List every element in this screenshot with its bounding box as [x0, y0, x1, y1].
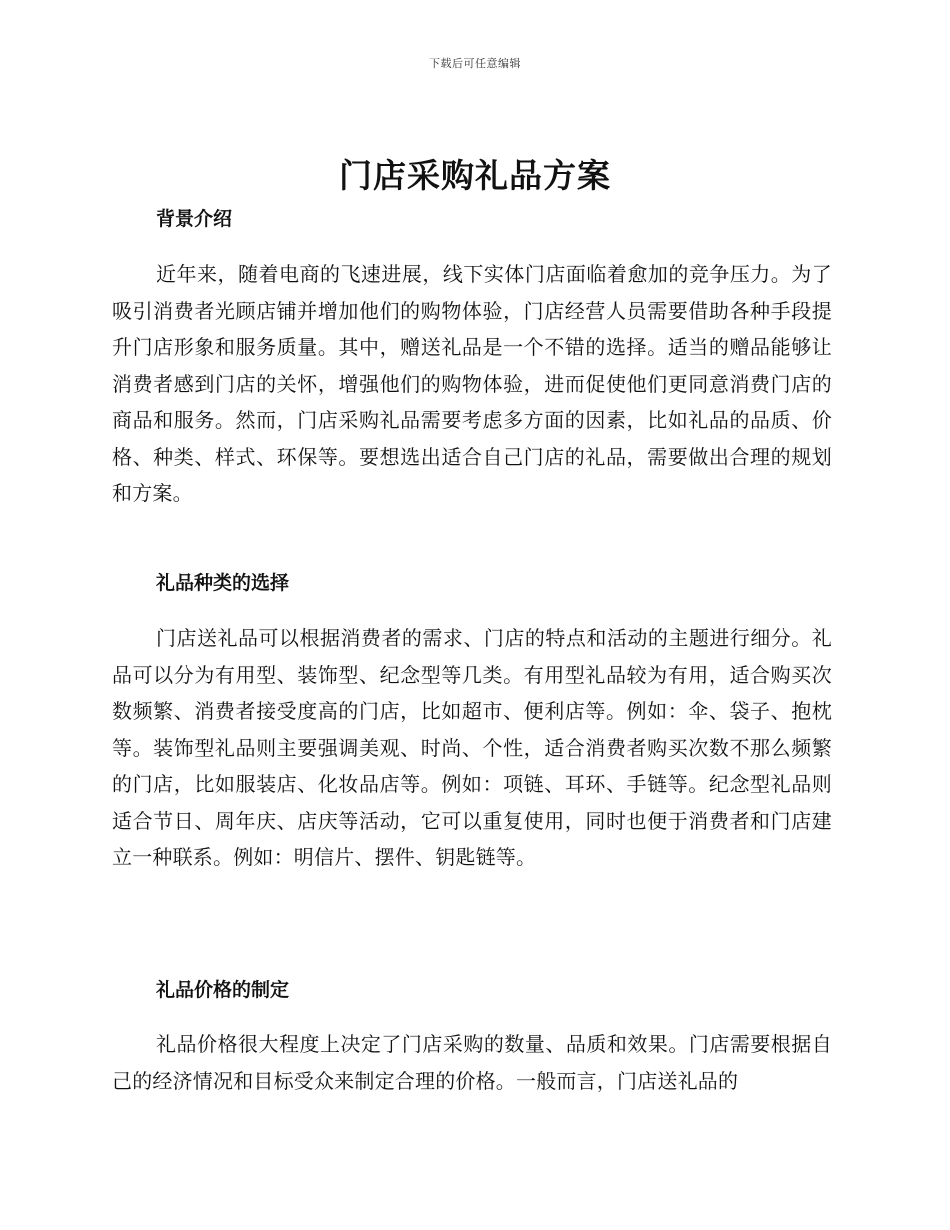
page-title: 门店采购礼品方案	[339, 156, 611, 195]
section-gift-pricing-body	[112, 1026, 832, 1099]
section-heading: 背景介绍	[156, 208, 233, 230]
section-gift-pricing	[112, 975, 832, 1005]
section-background	[112, 204, 832, 234]
section-background-body	[112, 256, 832, 512]
section-gift-types	[112, 568, 832, 598]
header-note: 下载后可任意编辑	[429, 57, 521, 70]
section-paragraph: 礼品价格很大程度上决定了门店采购的数量、品质和效果。门店需要根据自己的经济情况和目标受众来制定合理的价格。一般而言，门店送礼品的	[112, 1032, 832, 1093]
section-paragraph: 近年来，随着电商的飞速进展，线下实体门店面临着愈加的竞争压力。为了吸引消费者光顾店铺并增加他们的购物体验，门店经营人员需要借助各种手段提升门店形象和服务质量。其中，赠送礼品是一个不错的选择。适当的赠品能够让消费者感到门店的关怀，增强他们的购物体验，进而促使他们更同意消费门店的商品和服务。然而，门店采购礼品需要考虑多方面的因素，比如礼品的品质、价格、种类、样式、环保等。要想选出适合自己门店的礼品，需要做出合理的规划和方案。	[112, 262, 832, 505]
section-heading: 礼品价格的制定	[156, 979, 290, 1001]
section-paragraph: 门店送礼品可以根据消费者的需求、门店的特点和活动的主题进行细分。礼品可以分为有用型、装饰型、纪念型等几类。有用型礼品较为有用，适合购买次数频繁、消费者接受度高的门店，比如超市、便利店等。例如：伞、袋子、抱枕等。装饰型礼品则主要强调美观、时尚、个性，适合消费者购买次数不那么频繁的门店，比如服装店、化妆品店等。例如：项链、耳环、手链等。纪念型礼品则适合节日、周年庆、店庆等活动，它可以重复使用，同时也便于消费者和门店建立一种联系。例如：明信片、摆件、钥匙链等。	[112, 626, 832, 869]
section-gift-types-body	[112, 620, 832, 876]
section-heading: 礼品种类的选择	[156, 572, 290, 594]
